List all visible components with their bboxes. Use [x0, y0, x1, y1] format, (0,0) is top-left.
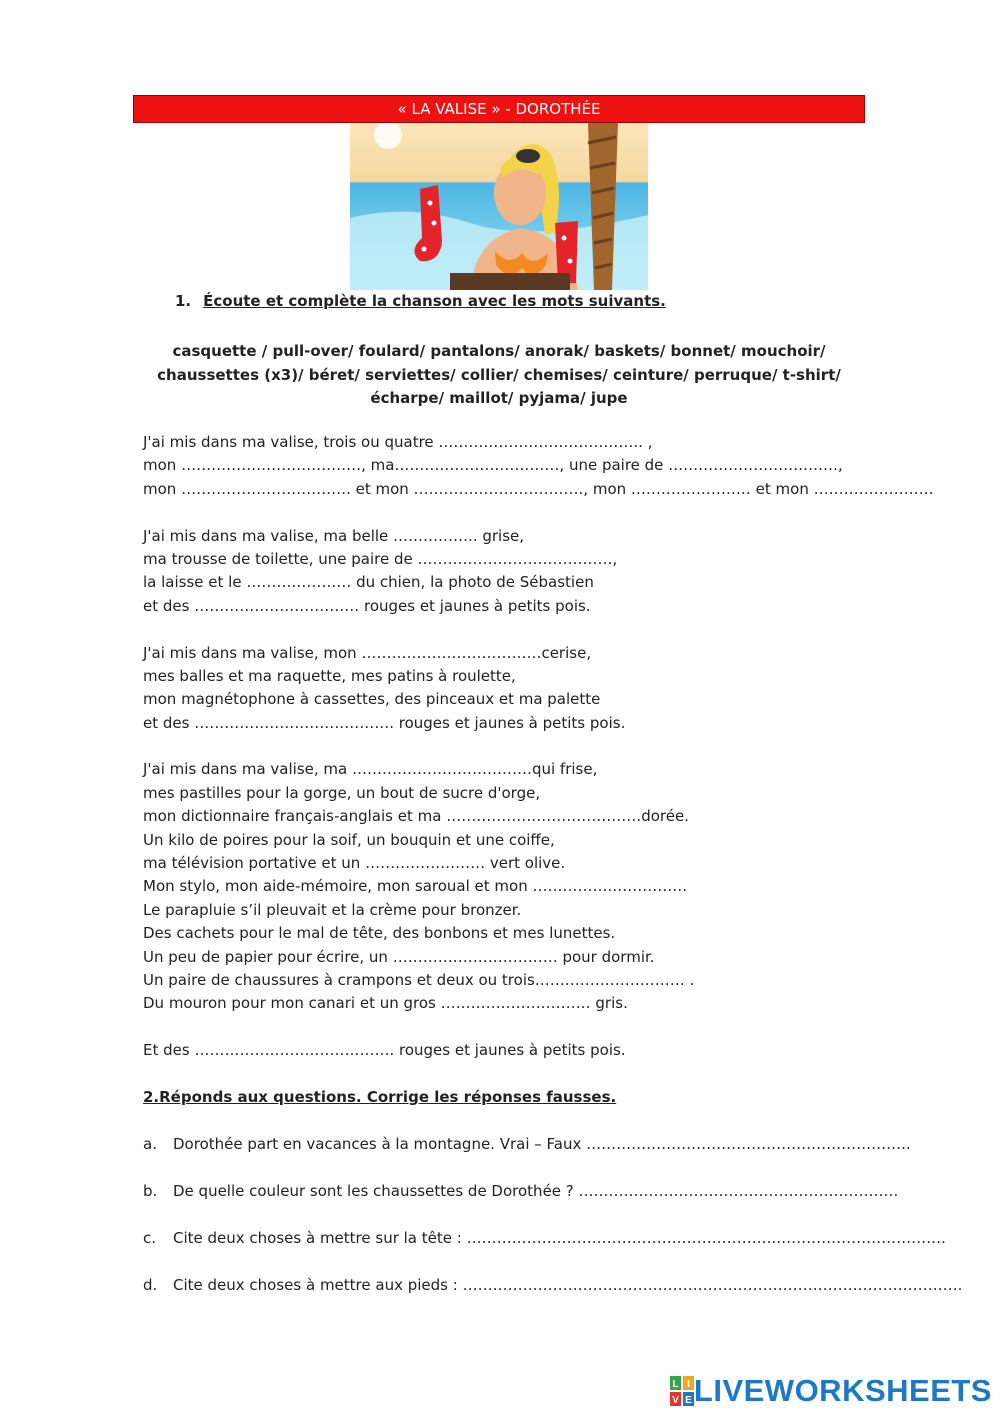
- liveworksheets-icon: [670, 1376, 694, 1406]
- lyric-line: Des cachets pour le mal de tête, des bonbons et mes lunettes.: [143, 924, 616, 943]
- liveworksheets-wordmark: LIVEWORKSHEETS: [693, 1373, 992, 1408]
- question-b: [143, 1182, 898, 1200]
- exercise-1-instruction: Écoute et complète la chanson avec les mots suivants.: [203, 292, 666, 310]
- logo-letter: V: [672, 1395, 679, 1406]
- lyric-line: J'ai mis dans ma valise, ma ………………………………qui frise,: [143, 760, 598, 779]
- word-bank: [133, 340, 865, 411]
- lyric-line: Un paire de chaussures à crampons et deux ou trois………………………… .: [143, 970, 695, 989]
- song-illustration: [350, 123, 648, 290]
- song-lyrics: [143, 431, 934, 1063]
- lyric-line: Un peu de papier pour écrire, un …………………………… pour dormir.: [143, 947, 655, 966]
- question-text: Cite deux choses à mettre sur la tête : ……………………………………………………..…………………………….: [173, 1229, 946, 1247]
- beach-scene-image: [350, 123, 648, 290]
- word-bank-line: chaussettes (x3)/ béret/ serviettes/ collier/ chemises/ ceinture/ perruque/ t-shirt/: [157, 365, 841, 384]
- lyric-line: mon dictionnaire français-anglais et ma …………………………………dorée.: [143, 807, 689, 826]
- lyric-line: J'ai mis dans ma valise, mon ………………………………cerise,: [143, 643, 592, 662]
- exercise-2-heading: 2.Réponds aux questions. Corrige les réponses fausses.: [143, 1088, 617, 1106]
- lyric-line: mes balles et ma raquette, mes patins à roulette,: [143, 666, 516, 685]
- lyric-line: Du mouron pour mon canari et un gros ………………………… gris.: [143, 994, 628, 1013]
- lyric-line: la laisse et le ………………… du chien, la photo de Sébastien: [143, 573, 594, 592]
- question-c: [143, 1229, 946, 1247]
- logo-letter: L: [672, 1379, 679, 1390]
- lyric-line: J'ai mis dans ma valise, trois ou quatre ………………………………….. ,: [143, 433, 653, 451]
- exercise-1-heading: [175, 292, 666, 310]
- lyric-line: Mon stylo, mon aide-mémoire, mon saroual et mon …………….……………: [143, 877, 688, 896]
- logo-letter: E: [685, 1395, 692, 1406]
- lyric-line: mon ……………………………. et mon ……………………………., mon …………………… et mon ……………………: [143, 479, 934, 498]
- lyric-line: Un kilo de poires pour la soif, un bouquin et une coiffe,: [143, 830, 555, 849]
- lyric-line: ma télévision portative et un …………………… vert olive.: [143, 854, 566, 873]
- question-letter: c.: [143, 1229, 157, 1247]
- word-bank-line: écharpe/ maillot/ pyjama/ jupe: [370, 389, 628, 407]
- question-d: [143, 1276, 962, 1294]
- lyric-line: Le parapluie s’il pleuvait et la crème pour bronzer.: [143, 900, 522, 919]
- lyric-line: mon magnétophone à cassettes, des pinceaux et ma palette: [143, 690, 601, 709]
- word-bank-line: casquette / pull-over/ foulard/ pantalons/ anorak/ baskets/ bonnet/ mouchoir/: [172, 342, 826, 360]
- lyric-line: mon ………………………………, ma……………………………, une paire de ……………………….……,: [143, 456, 843, 475]
- worksheet-title: « LA VALISE » - DOROTHÉE: [133, 95, 865, 123]
- question-letter: d.: [143, 1276, 158, 1294]
- liveworksheets-logo: [670, 1373, 992, 1409]
- question-text: Dorothée part en vacances à la montagne. Vrai – Faux ………………………………………………………..: [173, 1135, 911, 1153]
- logo-letter: I: [687, 1379, 690, 1390]
- exercise-1-number: 1.: [175, 292, 192, 310]
- lyric-line: et des …………………………… rouges et jaunes à petits pois.: [143, 596, 591, 615]
- question-text: De quelle couleur sont les chaussettes de Dorothée ? ……………………………………………………….: [173, 1182, 899, 1200]
- lyric-line: mes pastilles pour la gorge, un bout de sucre d'orge,: [143, 783, 541, 802]
- question-letter: a.: [143, 1135, 157, 1153]
- lyric-line: et des …………………………………. rouges et jaunes à petits pois.: [143, 713, 626, 732]
- lyric-line: Et des …………………………………. rouges et jaunes à petits pois.: [143, 1041, 626, 1060]
- question-text: Cite deux choses à mettre aux pieds : ……………………………………………………………………………………….: [173, 1276, 963, 1294]
- lyric-line: ma trousse de toilette, une paire de …………………………………,: [143, 549, 618, 568]
- question-a: [143, 1135, 911, 1153]
- lyric-line: J'ai mis dans ma valise, ma belle …………….. grise,: [143, 526, 525, 545]
- question-letter: b.: [143, 1182, 158, 1200]
